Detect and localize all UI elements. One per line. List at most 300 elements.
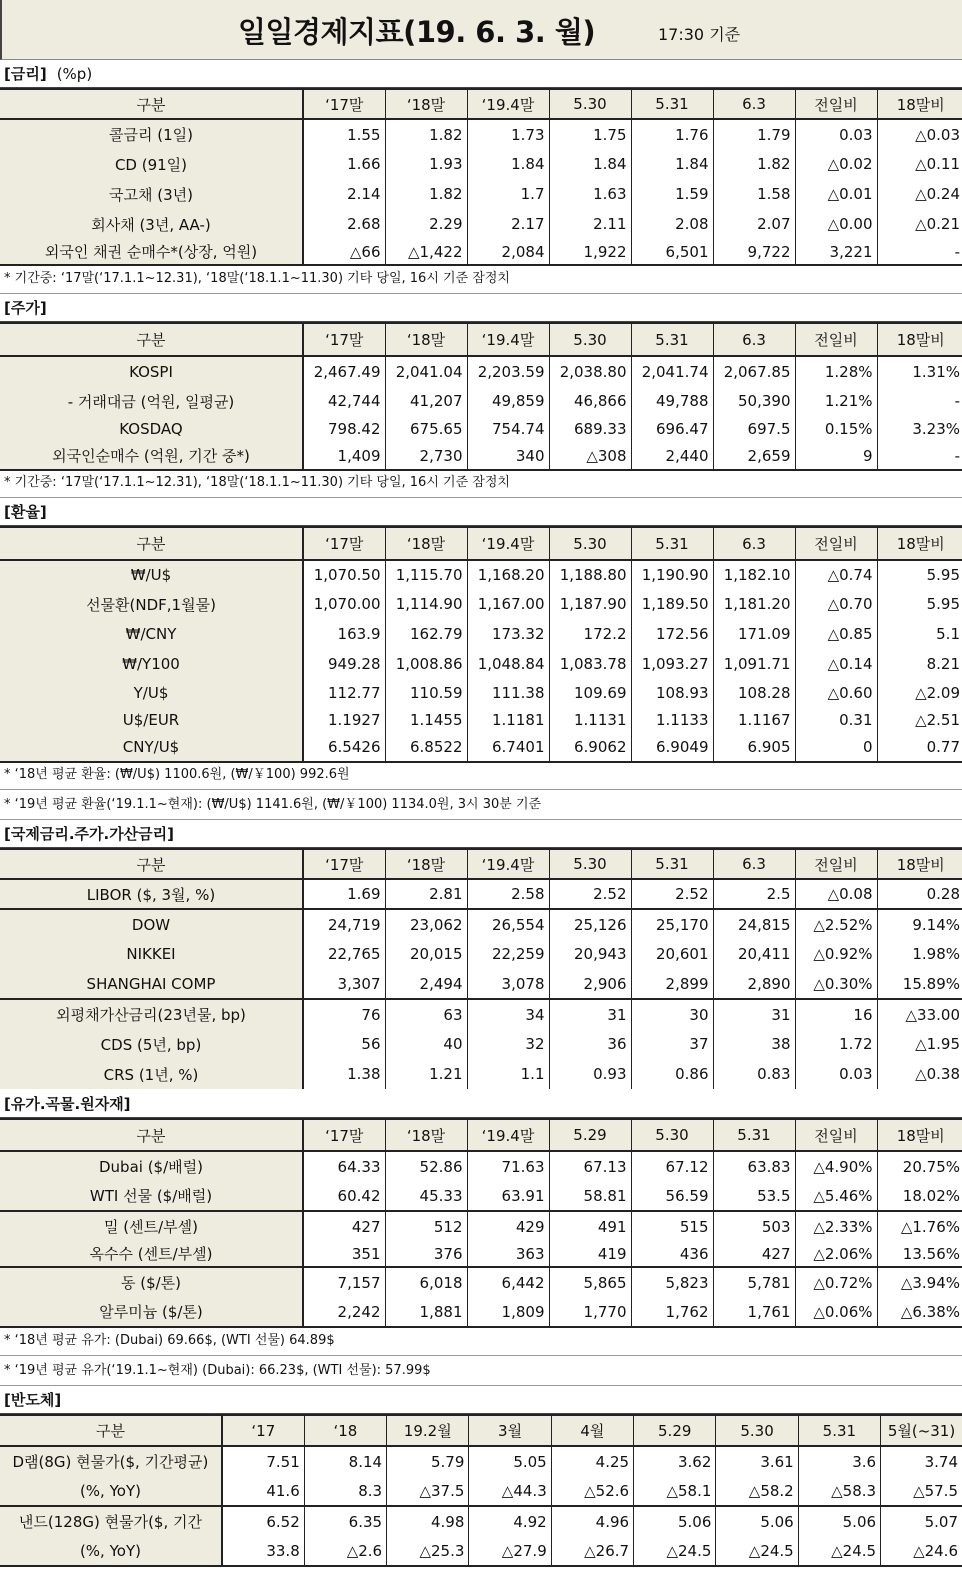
column-header: ‘17말 [303,849,385,879]
table-cell: 26,554 [467,909,549,939]
stocks-table [0,322,962,471]
table-cell: △2.06% [795,1241,877,1267]
table-cell: △0.38 [877,1059,962,1089]
table-cell: 689.33 [549,416,631,442]
table-cell: 1.1455 [385,707,467,733]
table-row [0,707,962,733]
table-cell: 1,189.50 [631,589,713,619]
semi-table [0,1414,962,1567]
column-header: 5.31 [631,849,713,879]
table-cell: 63.83 [713,1151,795,1181]
table-row [0,149,962,179]
column-header: 6.3 [713,323,795,356]
table-cell: △26.7 [551,1536,633,1566]
table-cell: 2,067.85 [713,356,795,386]
table-cell: 112.77 [303,679,385,707]
table-cell: 427 [303,1211,385,1241]
table-row [0,1506,962,1536]
column-header: 구분 [0,849,303,879]
table-cell: 1.82 [713,149,795,179]
table-cell: △52.6 [551,1476,633,1506]
table-cell: 1.1 [467,1059,549,1089]
reference-time: 17:30 기준 [658,25,741,44]
column-header: 18말비 [877,527,962,560]
table-cell: △1.76% [877,1211,962,1241]
table-cell: 24,719 [303,909,385,939]
fx-title: [환율] [4,503,47,521]
table-cell: △0.03 [877,119,962,149]
table-cell: △44.3 [469,1476,551,1506]
table-cell: 6,018 [385,1267,467,1297]
table-cell: 0.93 [549,1059,631,1089]
column-header: 전일비 [795,849,877,879]
table-row [0,999,962,1029]
column-header: 6.3 [713,849,795,879]
table-cell: 1.75 [549,119,631,149]
table-cell: 8.21 [877,649,962,679]
table-cell: 1.79 [713,119,795,149]
table-cell: 25,170 [631,909,713,939]
table-cell: 363 [467,1241,549,1267]
table-cell: 6.7401 [467,733,549,762]
table-cell: △24.5 [798,1536,880,1566]
table-cell: △0.02 [795,149,877,179]
table-cell: △1.95 [877,1029,962,1059]
table-row [0,119,962,149]
fx-table [0,526,962,763]
table-cell: 515 [631,1211,713,1241]
table-cell: 2,659 [713,442,795,470]
table-cell: 1.84 [549,149,631,179]
row-label: (%, YoY) [0,1536,222,1566]
table-cell: 0.77 [877,733,962,762]
intl-header-row [0,849,962,879]
table-row [0,179,962,209]
column-header: 18말비 [877,1119,962,1151]
table-cell: 1,114.90 [385,589,467,619]
column-header: ‘18말 [385,1119,467,1151]
table-row [0,879,962,909]
table-cell: 1.66 [303,149,385,179]
table-cell: 67.13 [549,1151,631,1181]
column-header: ‘19.4말 [467,323,549,356]
table-cell: 1,762 [631,1297,713,1327]
table-cell: 1.1133 [631,707,713,733]
table-cell: 1.1167 [713,707,795,733]
table-cell: 8.14 [304,1446,386,1476]
table-cell: 1.58 [713,179,795,209]
table-row [0,1151,962,1181]
table-cell: 0.03 [795,1059,877,1089]
table-cell: 1.59 [631,179,713,209]
column-header: 5.29 [634,1415,716,1446]
table-row [0,589,962,619]
page-title: 일일경제지표(19. 6. 3. 월) [238,15,596,49]
semi-title: [반도체] [4,1391,62,1409]
table-cell: 110.59 [385,679,467,707]
table-cell: 58.81 [549,1181,631,1211]
table-cell: 2.17 [467,209,549,239]
table-cell: 108.28 [713,679,795,707]
table-cell: △0.06% [795,1297,877,1327]
table-cell: 173.32 [467,619,549,649]
table-cell: 5,823 [631,1267,713,1297]
table-cell: 20,943 [549,939,631,969]
table-cell: 7,157 [303,1267,385,1297]
table-cell: △0.72% [795,1267,877,1297]
column-header: ‘17말 [303,89,385,119]
table-cell: △0.85 [795,619,877,649]
table-cell: 9.14% [877,909,962,939]
table-cell: △2.51 [877,707,962,733]
column-header: ‘19.4말 [467,89,549,119]
table-cell: 3,078 [467,969,549,999]
table-cell: △5.46% [795,1181,877,1211]
table-cell: 1,070.50 [303,560,385,589]
table-cell: △24.6 [881,1536,962,1566]
title-bar [0,0,962,60]
table-cell: 2,041.74 [631,356,713,386]
table-cell: 4.92 [469,1506,551,1536]
table-cell: 15.89% [877,969,962,999]
table-cell: 798.42 [303,416,385,442]
table-cell: 49,859 [467,386,549,416]
table-row [0,239,962,265]
table-cell: 16 [795,999,877,1029]
column-header: ‘19.4말 [467,849,549,879]
row-label: ₩/Y100 [0,649,303,679]
column-header: 전일비 [795,323,877,356]
table-cell: 2.29 [385,209,467,239]
table-cell: 2.58 [467,879,549,909]
table-cell: 1,008.86 [385,649,467,679]
table-cell: 1,188.80 [549,560,631,589]
intl-table [0,848,962,1089]
table-cell: 2,440 [631,442,713,470]
table-cell: 1.21 [385,1059,467,1089]
table-cell: △2.33% [795,1211,877,1241]
table-cell: 512 [385,1211,467,1241]
column-header: 18말비 [877,323,962,356]
table-cell: △57.5 [881,1476,962,1506]
table-cell: 172.2 [549,619,631,649]
column-header: 6.3 [713,89,795,119]
table-cell: 45.33 [385,1181,467,1211]
table-cell: 1,168.20 [467,560,549,589]
table-row [0,442,962,470]
column-header: 18말비 [877,89,962,119]
column-header: 5.30 [631,1119,713,1151]
table-cell: 0.31 [795,707,877,733]
row-label: WTI 선물 ($/배럴) [0,1181,303,1211]
column-header: 5.30 [549,527,631,560]
table-cell: 2,906 [549,969,631,999]
table-cell: 949.28 [303,649,385,679]
table-cell: 1.55 [303,119,385,149]
table-cell: 36 [549,1029,631,1059]
table-cell: 3.62 [634,1446,716,1476]
table-cell: 1.84 [467,149,549,179]
rates-unit: (%p) [56,65,93,83]
table-cell: △2.6 [304,1536,386,1566]
table-cell: 13.56% [877,1241,962,1267]
column-header: ‘17말 [303,323,385,356]
table-cell: △24.5 [634,1536,716,1566]
table-cell: 0.86 [631,1059,713,1089]
table-cell: △58.2 [716,1476,798,1506]
table-cell: 1.98% [877,939,962,969]
row-label: U$/EUR [0,707,303,733]
table-cell: 7.51 [222,1446,304,1476]
column-header: ‘17말 [303,1119,385,1151]
table-cell: △0.74 [795,560,877,589]
column-header: 5.30 [716,1415,798,1446]
table-cell: 38 [713,1029,795,1059]
table-cell: 108.93 [631,679,713,707]
table-cell: 5.95 [877,560,962,589]
column-header: 전일비 [795,527,877,560]
table-cell: 1,070.00 [303,589,385,619]
table-cell: △1,422 [385,239,467,265]
table-row [0,386,962,416]
row-label: - 거래대금 (억원, 일평균) [0,386,303,416]
table-cell: 1,881 [385,1297,467,1327]
table-cell: 1,167.00 [467,589,549,619]
table-cell: 5.06 [798,1506,880,1536]
row-label: 회사채 (3년, AA-) [0,209,303,239]
row-label: 알루미늄 ($/톤) [0,1297,303,1327]
row-label: 동 ($/톤) [0,1267,303,1297]
table-cell: 172.56 [631,619,713,649]
table-cell: 5.06 [716,1506,798,1536]
row-label: ₩/CNY [0,619,303,649]
table-cell: 25,126 [549,909,631,939]
table-cell: 3,221 [795,239,877,265]
table-row [0,969,962,999]
table-cell: 1.31% [877,356,962,386]
table-cell: 1.73 [467,119,549,149]
column-header: 구분 [0,1119,303,1151]
table-cell: 696.47 [631,416,713,442]
table-cell: △24.5 [716,1536,798,1566]
row-label: 옥수수 (센트/부셀) [0,1241,303,1267]
column-header: ‘18말 [385,849,467,879]
section-title-fx [0,498,962,526]
row-label: CD (91일) [0,149,303,179]
table-cell: 1.82 [385,179,467,209]
table-cell: 340 [467,442,549,470]
row-label: 낸드(128G) 현물가($, 기간 [0,1506,222,1536]
table-cell: 3.6 [798,1446,880,1476]
table-cell: 2.68 [303,209,385,239]
commod-note-2: * ‘19년 평균 유가(‘19.1.1~현재) (Dubai): 66.23$, (WTI 선물): 57.99$ [0,1356,962,1386]
row-label: DOW [0,909,303,939]
table-cell: △33.00 [877,999,962,1029]
column-header: 구분 [0,1415,222,1446]
table-cell: 1,190.90 [631,560,713,589]
table-cell: 2,467.49 [303,356,385,386]
table-cell: 376 [385,1241,467,1267]
table-cell: 0.28 [877,879,962,909]
table-cell: 4.25 [551,1446,633,1476]
table-cell: △0.14 [795,649,877,679]
column-header: 19.2월 [387,1415,469,1446]
table-cell: 37 [631,1029,713,1059]
table-cell: 22,259 [467,939,549,969]
table-cell: 1,093.27 [631,649,713,679]
column-header: 구분 [0,527,303,560]
table-row [0,619,962,649]
table-cell: 2.14 [303,179,385,209]
column-header: 전일비 [795,89,877,119]
table-cell: 31 [549,999,631,1029]
table-cell: 40 [385,1029,467,1059]
table-cell: 2,203.59 [467,356,549,386]
column-header: ‘18말 [385,89,467,119]
table-cell: 419 [549,1241,631,1267]
column-header: ‘18말 [385,527,467,560]
table-cell: 41,207 [385,386,467,416]
table-cell: △0.70 [795,589,877,619]
table-row [0,416,962,442]
table-cell: 2.81 [385,879,467,909]
table-cell: 33.8 [222,1536,304,1566]
table-cell: 6.8522 [385,733,467,762]
table-cell: 6.5426 [303,733,385,762]
table-cell: △308 [549,442,631,470]
row-label: ₩/U$ [0,560,303,589]
table-cell: 1,181.20 [713,589,795,619]
table-cell: 2.5 [713,879,795,909]
table-cell: 3.61 [716,1446,798,1476]
row-label: Y/U$ [0,679,303,707]
table-cell: 6.905 [713,733,795,762]
table-row [0,356,962,386]
table-cell: 1.72 [795,1029,877,1059]
table-cell: 20.75% [877,1151,962,1181]
row-label: CRS (1년, %) [0,1059,303,1089]
table-cell: 491 [549,1211,631,1241]
table-cell: 1,187.90 [549,589,631,619]
table-cell: 2,041.04 [385,356,467,386]
row-label: LIBOR ($, 3월, %) [0,879,303,909]
table-cell: 2,494 [385,969,467,999]
table-cell: 1.1131 [549,707,631,733]
commod-header-row [0,1119,962,1151]
row-label: CNY/U$ [0,733,303,762]
table-cell: 52.86 [385,1151,467,1181]
commod-table [0,1118,962,1328]
table-cell: 18.02% [877,1181,962,1211]
table-cell: 6.35 [304,1506,386,1536]
rates-title: [금리] [4,65,47,83]
table-cell: 46,866 [549,386,631,416]
table-cell: - [877,239,962,265]
table-cell: △0.00 [795,209,877,239]
table-cell: 1.63 [549,179,631,209]
table-cell: 429 [467,1211,549,1241]
table-cell: △0.24 [877,179,962,209]
table-row [0,649,962,679]
table-cell: 6.52 [222,1506,304,1536]
column-header: 5.30 [549,89,631,119]
table-cell: 1,809 [467,1297,549,1327]
table-cell: △3.94% [877,1267,962,1297]
semi-header-row [0,1415,962,1446]
column-header: 5.31 [631,527,713,560]
table-cell: 0.03 [795,119,877,149]
table-cell: 31 [713,999,795,1029]
row-label: D램(8G) 현물가($, 기간평균) [0,1446,222,1476]
table-row [0,209,962,239]
section-title-commod [0,1090,962,1118]
column-header: 5.30 [549,323,631,356]
row-label: SHANGHAI COMP [0,969,303,999]
table-cell: 1,083.78 [549,649,631,679]
row-label: KOSPI [0,356,303,386]
table-cell: 1,115.70 [385,560,467,589]
table-cell: 2,899 [631,969,713,999]
table-row [0,1211,962,1241]
table-cell: 2.08 [631,209,713,239]
column-header: 3월 [469,1415,551,1446]
column-header: 5.30 [549,849,631,879]
table-row [0,1297,962,1327]
table-cell: 30 [631,999,713,1029]
table-row [0,1029,962,1059]
table-cell: 1.1181 [467,707,549,733]
fx-note-1: * ‘18년 평균 환율: (₩/U$) 1100.6원, (₩/￥100) 992.6원 [0,760,962,790]
table-cell: △2.52% [795,909,877,939]
table-cell: 3.23% [877,416,962,442]
table-row [0,733,962,762]
table-cell: 6.9062 [549,733,631,762]
table-cell: 5.95 [877,589,962,619]
table-cell: 503 [713,1211,795,1241]
table-cell: 5.1 [877,619,962,649]
fx-note-2: * ‘19년 평균 환율(‘19.1.1~현재): (₩/U$) 1141.6원, (₩/￥100) 1134.0원, 3시 30분 기준 [0,790,962,820]
table-cell: 1,761 [713,1297,795,1327]
table-cell: 1.69 [303,879,385,909]
table-cell: 1.1927 [303,707,385,733]
table-cell: △58.1 [634,1476,716,1506]
table-cell: 436 [631,1241,713,1267]
column-header: ‘18 [304,1415,386,1446]
stocks-header-row [0,323,962,356]
table-cell: 32 [467,1029,549,1059]
table-cell: 41.6 [222,1476,304,1506]
column-header: 5.31 [631,323,713,356]
column-header: 6.3 [713,527,795,560]
table-cell: △0.92% [795,939,877,969]
row-label: Dubai ($/배럴) [0,1151,303,1181]
section-title-intl [0,820,962,848]
column-header: 5.31 [631,89,713,119]
table-cell: 0.15% [795,416,877,442]
column-header: 전일비 [795,1119,877,1151]
row-label: KOSDAQ [0,416,303,442]
table-row [0,1181,962,1211]
row-label: 콜금리 (1일) [0,119,303,149]
table-cell: 20,601 [631,939,713,969]
table-cell: 20,411 [713,939,795,969]
table-cell: 1,922 [549,239,631,265]
table-row [0,1267,962,1297]
table-cell: 2,890 [713,969,795,999]
table-cell: △0.08 [795,879,877,909]
section-title-rates [0,60,962,88]
table-cell: 3.74 [881,1446,962,1476]
